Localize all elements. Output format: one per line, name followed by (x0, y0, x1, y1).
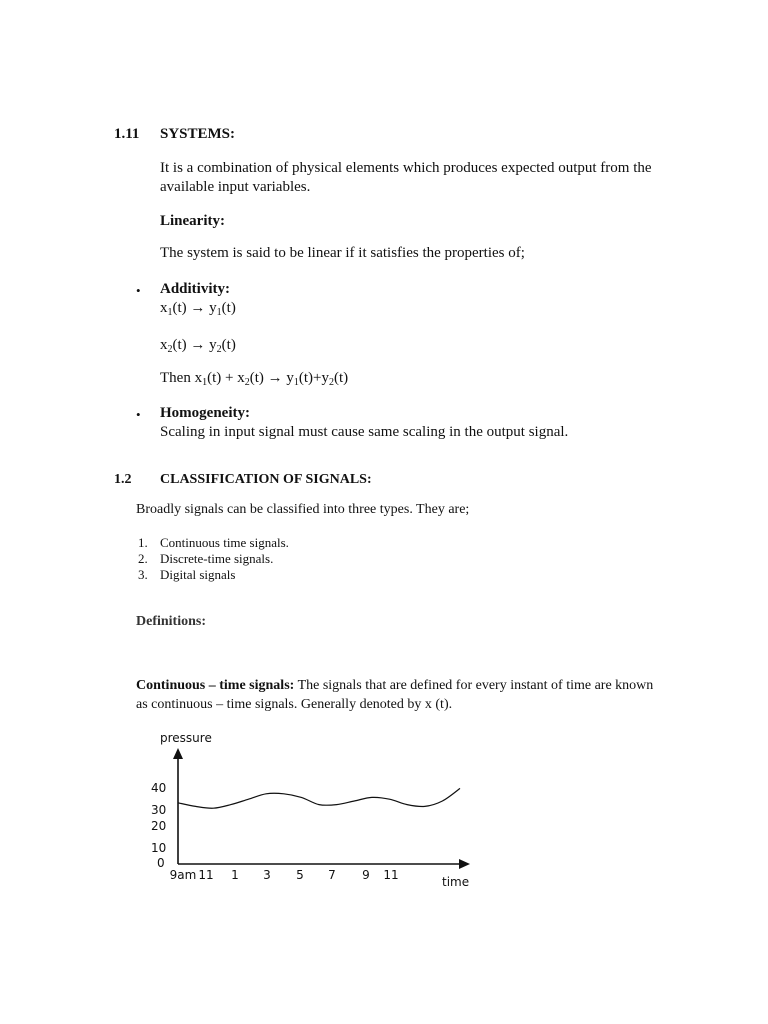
x-tick-label: 11 (198, 868, 214, 882)
additivity-equation-1: $x_1(t) \to y_1(t)$ (160, 300, 236, 318)
section-1-2-number: 1.2 (114, 472, 132, 487)
list-item: 2. Discrete-time signals. (138, 551, 274, 566)
y-axis-label: pressure (160, 731, 212, 745)
homogeneity-heading: Homogeneity: (160, 405, 250, 421)
bullet-icon: • (136, 283, 141, 298)
section-1-2-heading: CLASSIFICATION OF SIGNALS: (160, 472, 372, 487)
section-1-11-heading: SYSTEMS: (160, 126, 236, 142)
linearity-heading: Linearity: (160, 213, 225, 229)
list-item: 3. Digital signals (138, 567, 236, 582)
linearity-text: The system is said to be linear if it satisfies the properties of; (160, 245, 525, 261)
y-tick-label: 20 (151, 819, 167, 833)
additivity-heading: Additivity: (160, 281, 231, 297)
y-axis-arrow (173, 748, 183, 759)
x-axis-label: time (442, 875, 470, 889)
classification-intro: Broadly signals can be classified into three types. They are; (136, 502, 470, 517)
y-tick-label: 0 (157, 856, 165, 870)
continuous-text: The signals that are defined for every instant of time are known as continuous – time signals. Generally denoted by x (t). (136, 678, 654, 712)
x-tick-label: 11 (383, 868, 399, 882)
y-tick-label: 30 (151, 803, 167, 817)
continuous-definition (136, 676, 666, 714)
x-tick-label: 5 (296, 868, 304, 882)
y-tick-label: 40 (151, 781, 167, 795)
x-tick-label: 1 (231, 868, 239, 882)
additivity-equation-3: Then $x_1(t) + x_2(t) \to y_1(t)+y_2(t)$ (160, 370, 349, 388)
x-tick-label: 9 (362, 868, 370, 882)
systems-intro: It is a combination of physical elements which produces expected output from the available input variables. (160, 160, 652, 195)
section-1-11-number: 1.11 (114, 126, 140, 142)
bullet-icon: • (136, 407, 141, 422)
homogeneity-text: Scaling in input signal must cause same scaling in the output signal. (160, 424, 569, 440)
y-tick-label: 10 (151, 841, 167, 855)
continuous-term: Continuous – time signals: (136, 678, 295, 693)
additivity-equation-2: $x_2(t) \to y_2(t)$ (160, 337, 236, 355)
definitions-heading: Definitions: (136, 614, 206, 629)
list-item: 1. Continuous time signals. (138, 535, 289, 550)
x-tick-label: 7 (328, 868, 336, 882)
x-tick-label: 3 (263, 868, 271, 882)
series-line (178, 788, 460, 808)
x-axis-arrow (459, 859, 470, 869)
x-tick-label: 9am (169, 868, 197, 882)
